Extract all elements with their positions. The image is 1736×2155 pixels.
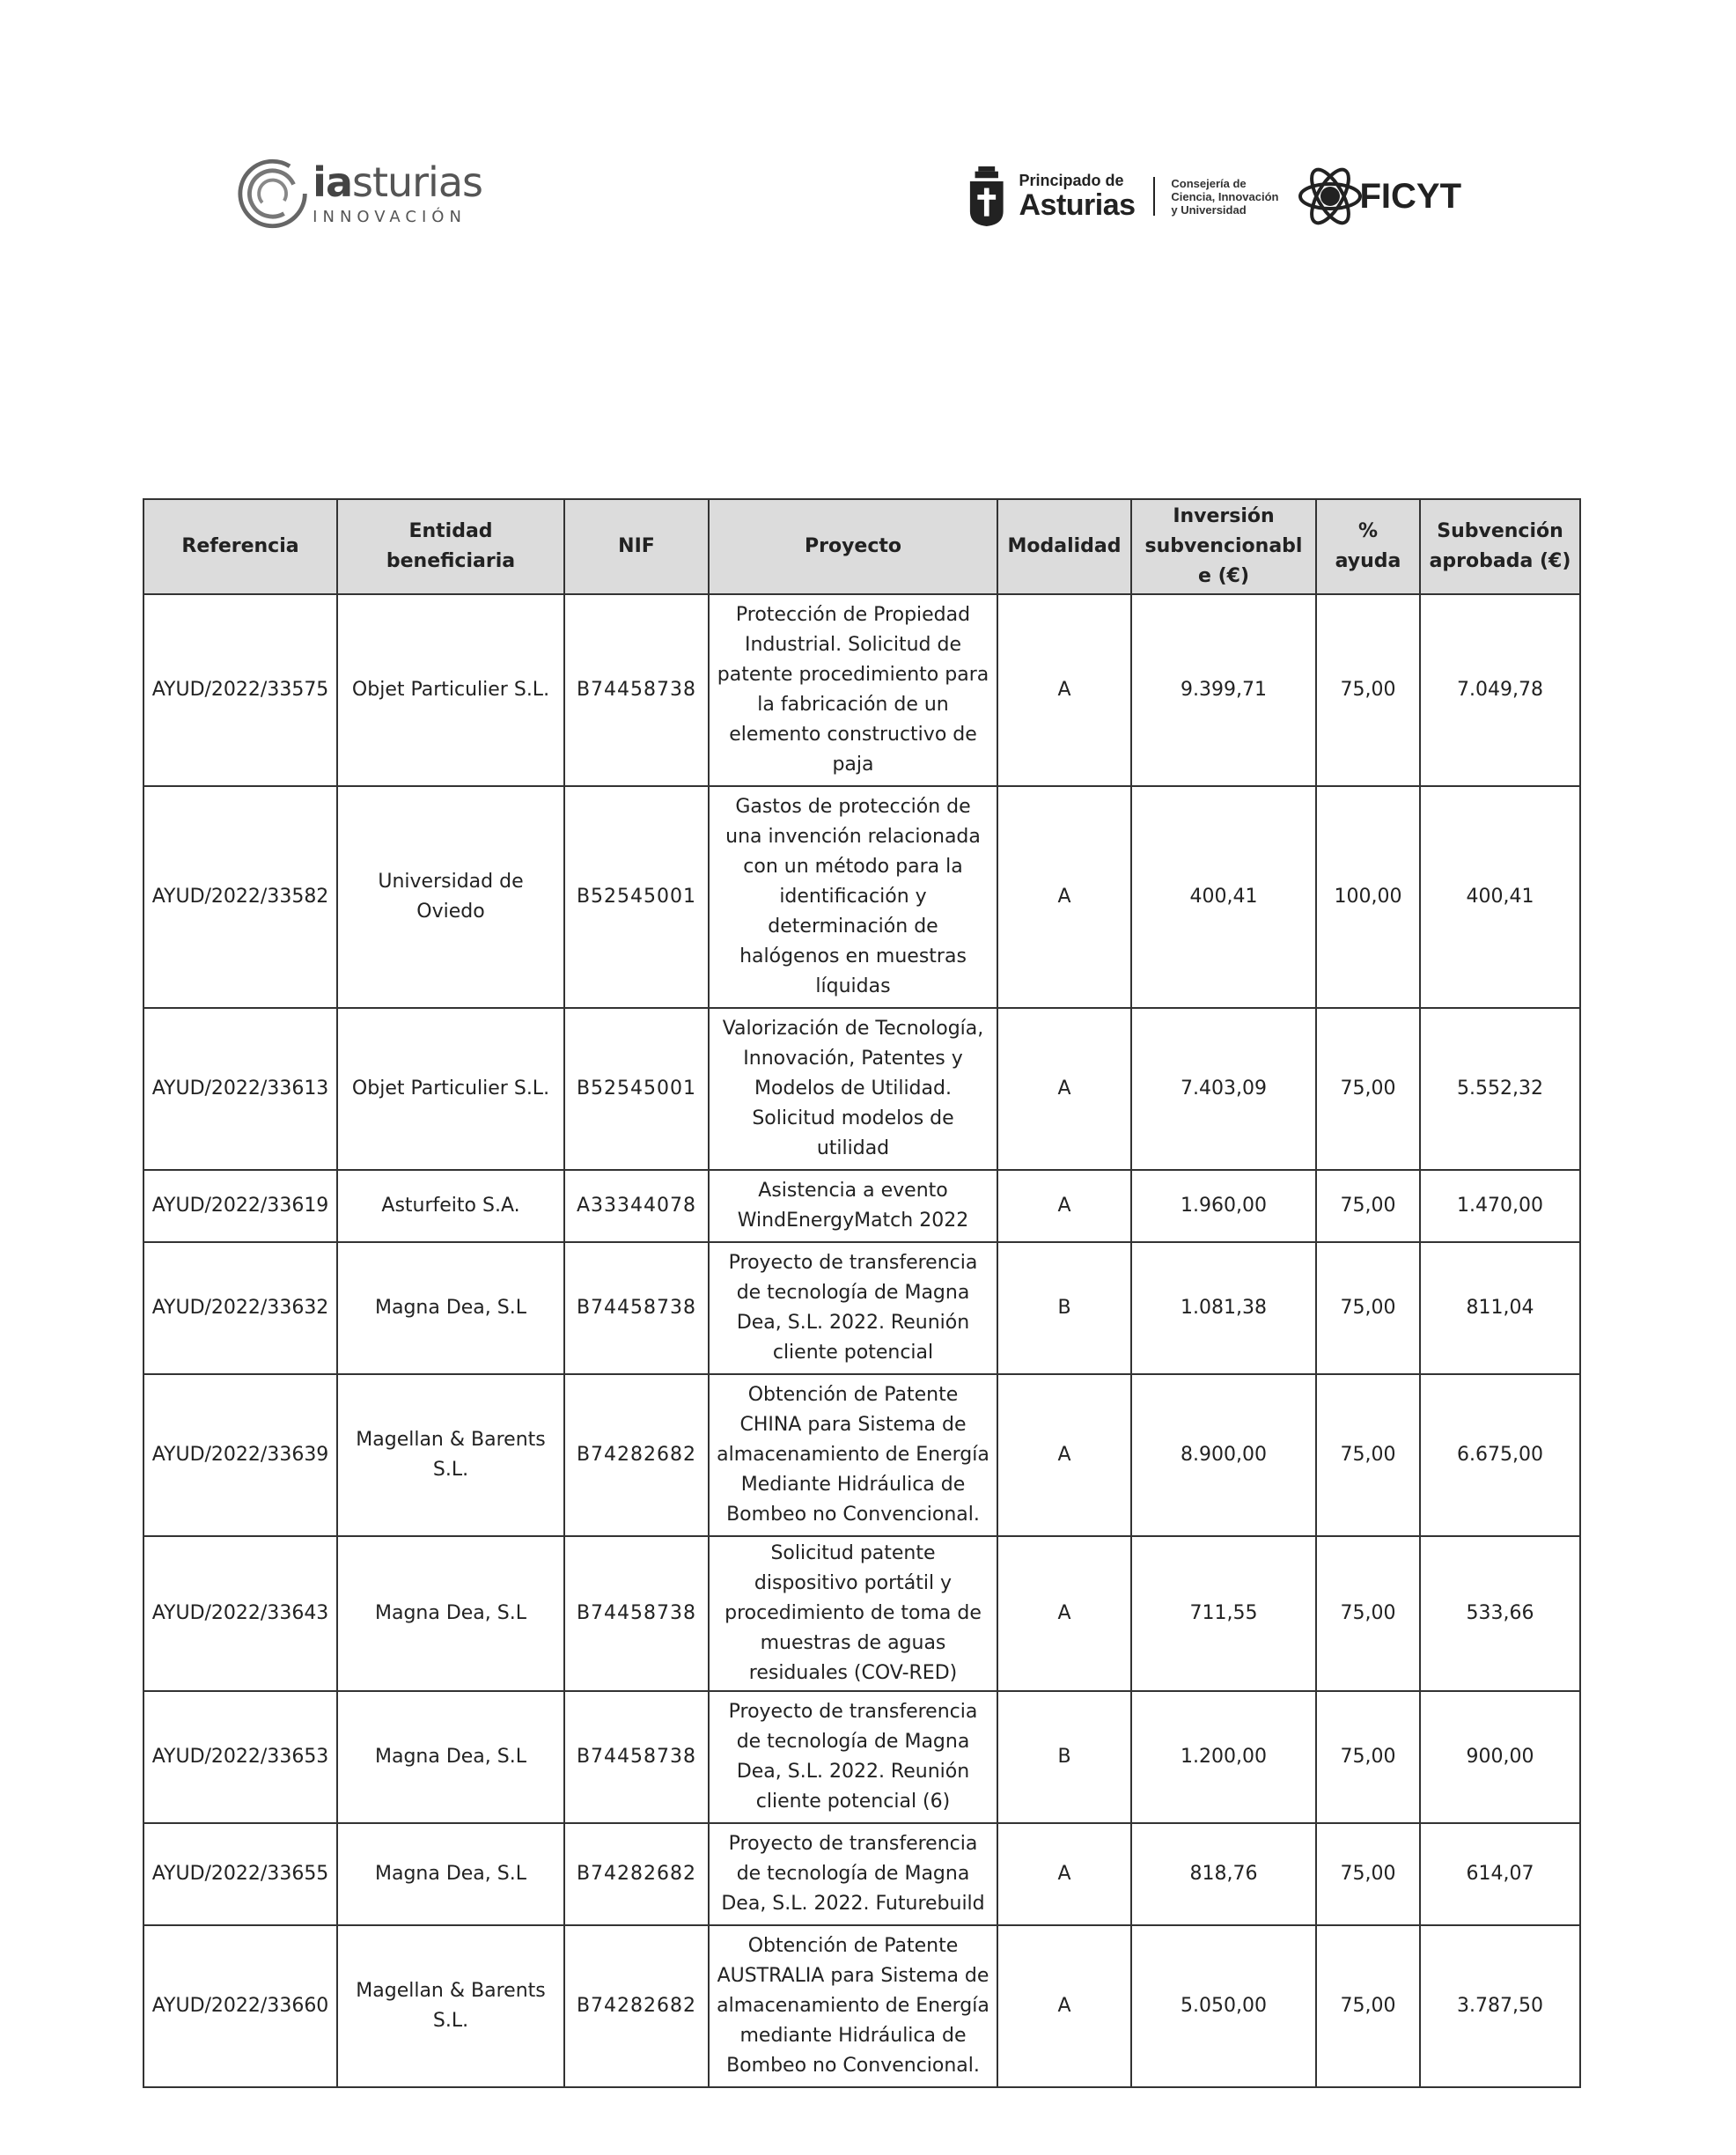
column-header-proyecto: Proyecto — [709, 499, 997, 594]
cell-proyecto: Valorización de Tecnología, Innovación, Patentes y Modelos de Utilidad. Solicitud modelos de utilidad — [709, 1008, 997, 1170]
column-header-ayuda: % ayuda — [1316, 499, 1420, 594]
cell-entidad: Objet Particulier S.L. — [337, 594, 564, 786]
cell-subvencion: 811,04 — [1420, 1242, 1580, 1374]
cell-subvencion: 5.552,32 — [1420, 1008, 1580, 1170]
cell-ayuda: 75,00 — [1316, 1170, 1420, 1242]
table-row — [143, 1242, 1580, 1374]
cell-nif: B74458738 — [564, 594, 709, 786]
iasturias-subtitle: INNOVACIÓN — [313, 207, 467, 226]
cell-inversion: 1.960,00 — [1131, 1170, 1316, 1242]
cell-nif: B52545001 — [564, 1008, 709, 1170]
cell-entidad: Magellan & Barents S.L. — [337, 1925, 564, 2087]
cell-ayuda: 75,00 — [1316, 1008, 1420, 1170]
cell-ayuda: 75,00 — [1316, 1536, 1420, 1691]
column-header-subvencion: Subvención aprobada (€) — [1420, 499, 1580, 594]
iasturias-rings-icon — [236, 156, 309, 232]
cell-modalidad: A — [997, 1374, 1131, 1536]
cell-ayuda: 75,00 — [1316, 1925, 1420, 2087]
ficyt-logo — [1296, 162, 1461, 231]
cell-entidad: Asturfeito S.A. — [337, 1170, 564, 1242]
cell-nif: B74282682 — [564, 1925, 709, 2087]
cell-modalidad: A — [997, 1170, 1131, 1242]
cell-inversion: 1.081,38 — [1131, 1242, 1316, 1374]
cell-referencia: AYUD/2022/33619 — [143, 1170, 337, 1242]
cell-entidad: Magna Dea, S.L — [337, 1823, 564, 1925]
cell-ayuda: 75,00 — [1316, 594, 1420, 786]
cell-proyecto: Obtención de Patente AUSTRALIA para Sistema de almacenamiento de Energía mediante Hidráulica de Bombeo no Convencional. — [709, 1925, 997, 2087]
table-row — [143, 1823, 1580, 1925]
atom-icon — [1296, 162, 1365, 231]
cell-proyecto: Proyecto de transferencia de tecnología de Magna Dea, S.L. 2022. Reunión cliente potencial (6) — [709, 1691, 997, 1823]
column-header-inversion: Inversión subvencionable (€) — [1131, 499, 1316, 594]
cell-subvencion: 533,66 — [1420, 1536, 1580, 1691]
cell-proyecto: Protección de Propiedad Industrial. Solicitud de patente procedimiento para la fabricación de un elemento constructivo de paja — [709, 594, 997, 786]
cell-entidad: Universidad de Oviedo — [337, 786, 564, 1008]
consejeria-label: Consejería de Ciencia, Innovación y Universidad — [1171, 176, 1279, 217]
iasturias-logo — [236, 150, 482, 238]
cell-inversion: 9.399,71 — [1131, 594, 1316, 786]
cell-proyecto: Proyecto de transferencia de tecnología de Magna Dea, S.L. 2022. Futurebuild — [709, 1823, 997, 1925]
cell-proyecto: Obtención de Patente CHINA para Sistema de almacenamiento de Energía Mediante Hidráulica de Bombeo no Convencional. — [709, 1374, 997, 1536]
cell-nif: B74458738 — [564, 1242, 709, 1374]
cell-referencia: AYUD/2022/33643 — [143, 1536, 337, 1691]
cell-referencia: AYUD/2022/33632 — [143, 1242, 337, 1374]
cell-modalidad: A — [997, 786, 1131, 1008]
cell-inversion: 400,41 — [1131, 786, 1316, 1008]
cell-referencia: AYUD/2022/33613 — [143, 1008, 337, 1170]
logo-divider — [1153, 177, 1156, 216]
cell-entidad: Magellan & Barents S.L. — [337, 1374, 564, 1536]
table-row — [143, 786, 1580, 1008]
iasturias-wordmark: iasturias — [313, 158, 482, 206]
cell-modalidad: A — [997, 1823, 1131, 1925]
cell-inversion: 7.403,09 — [1131, 1008, 1316, 1170]
cell-entidad: Magna Dea, S.L — [337, 1242, 564, 1374]
cell-referencia: AYUD/2022/33653 — [143, 1691, 337, 1823]
column-header-modalidad: Modalidad — [997, 499, 1131, 594]
cell-subvencion: 6.675,00 — [1420, 1374, 1580, 1536]
table-header-row — [143, 499, 1580, 594]
cell-nif: B52545001 — [564, 786, 709, 1008]
table-row — [143, 1008, 1580, 1170]
table-row — [143, 594, 1580, 786]
cell-inversion: 5.050,00 — [1131, 1925, 1316, 2087]
cell-inversion: 818,76 — [1131, 1823, 1316, 1925]
cell-inversion: 8.900,00 — [1131, 1374, 1316, 1536]
cell-ayuda: 75,00 — [1316, 1691, 1420, 1823]
cell-ayuda: 100,00 — [1316, 786, 1420, 1008]
table-row — [143, 1925, 1580, 2087]
cell-modalidad: A — [997, 1536, 1131, 1691]
cell-modalidad: A — [997, 594, 1131, 786]
table-row — [143, 1691, 1580, 1823]
asturias-label: Asturias — [1019, 188, 1136, 222]
ficyt-wordmark: FICYT — [1359, 176, 1461, 216]
column-header-entidad: Entidad beneficiaria — [337, 499, 564, 594]
cell-subvencion: 614,07 — [1420, 1823, 1580, 1925]
cell-proyecto: Asistencia a evento WindEnergyMatch 2022 — [709, 1170, 997, 1242]
grants-table — [143, 498, 1581, 2088]
cell-modalidad: A — [997, 1008, 1131, 1170]
cell-modalidad: B — [997, 1691, 1131, 1823]
cell-referencia: AYUD/2022/33639 — [143, 1374, 337, 1536]
cell-entidad: Objet Particulier S.L. — [337, 1008, 564, 1170]
institutional-logos — [968, 157, 1461, 236]
cell-proyecto: Gastos de protección de una invención relacionada con un método para la identificación y determinación de halógenos en muestras líquidas — [709, 786, 997, 1008]
cell-ayuda: 75,00 — [1316, 1374, 1420, 1536]
cell-subvencion: 1.470,00 — [1420, 1170, 1580, 1242]
cell-inversion: 1.200,00 — [1131, 1691, 1316, 1823]
cell-proyecto: Proyecto de transferencia de tecnología de Magna Dea, S.L. 2022. Reunión cliente potencial — [709, 1242, 997, 1374]
cell-subvencion: 900,00 — [1420, 1691, 1580, 1823]
column-header-referencia: Referencia — [143, 499, 337, 594]
cell-ayuda: 75,00 — [1316, 1242, 1420, 1374]
cell-referencia: AYUD/2022/33655 — [143, 1823, 337, 1925]
cell-proyecto: Solicitud patente dispositivo portátil y procedimiento de toma de muestras de aguas residuales (COV-RED) — [709, 1536, 997, 1691]
cell-modalidad: A — [997, 1925, 1131, 2087]
table-row — [143, 1536, 1580, 1691]
cell-modalidad: B — [997, 1242, 1131, 1374]
cell-entidad: Magna Dea, S.L — [337, 1691, 564, 1823]
cell-subvencion: 400,41 — [1420, 786, 1580, 1008]
cell-ayuda: 75,00 — [1316, 1823, 1420, 1925]
cell-subvencion: 3.787,50 — [1420, 1925, 1580, 2087]
cell-nif: B74458738 — [564, 1536, 709, 1691]
cell-referencia: AYUD/2022/33575 — [143, 594, 337, 786]
cell-nif: B74282682 — [564, 1823, 709, 1925]
principado-label: Principado de — [1019, 172, 1124, 189]
cell-nif: B74458738 — [564, 1691, 709, 1823]
cell-referencia: AYUD/2022/33582 — [143, 786, 337, 1008]
asturias-shield-icon — [968, 163, 1005, 230]
cell-nif: A33344078 — [564, 1170, 709, 1242]
table-row — [143, 1170, 1580, 1242]
table-row — [143, 1374, 1580, 1536]
cell-referencia: AYUD/2022/33660 — [143, 1925, 337, 2087]
cell-nif: B74282682 — [564, 1374, 709, 1536]
cell-inversion: 711,55 — [1131, 1536, 1316, 1691]
column-header-nif: NIF — [564, 499, 709, 594]
cell-subvencion: 7.049,78 — [1420, 594, 1580, 786]
cell-entidad: Magna Dea, S.L — [337, 1536, 564, 1691]
